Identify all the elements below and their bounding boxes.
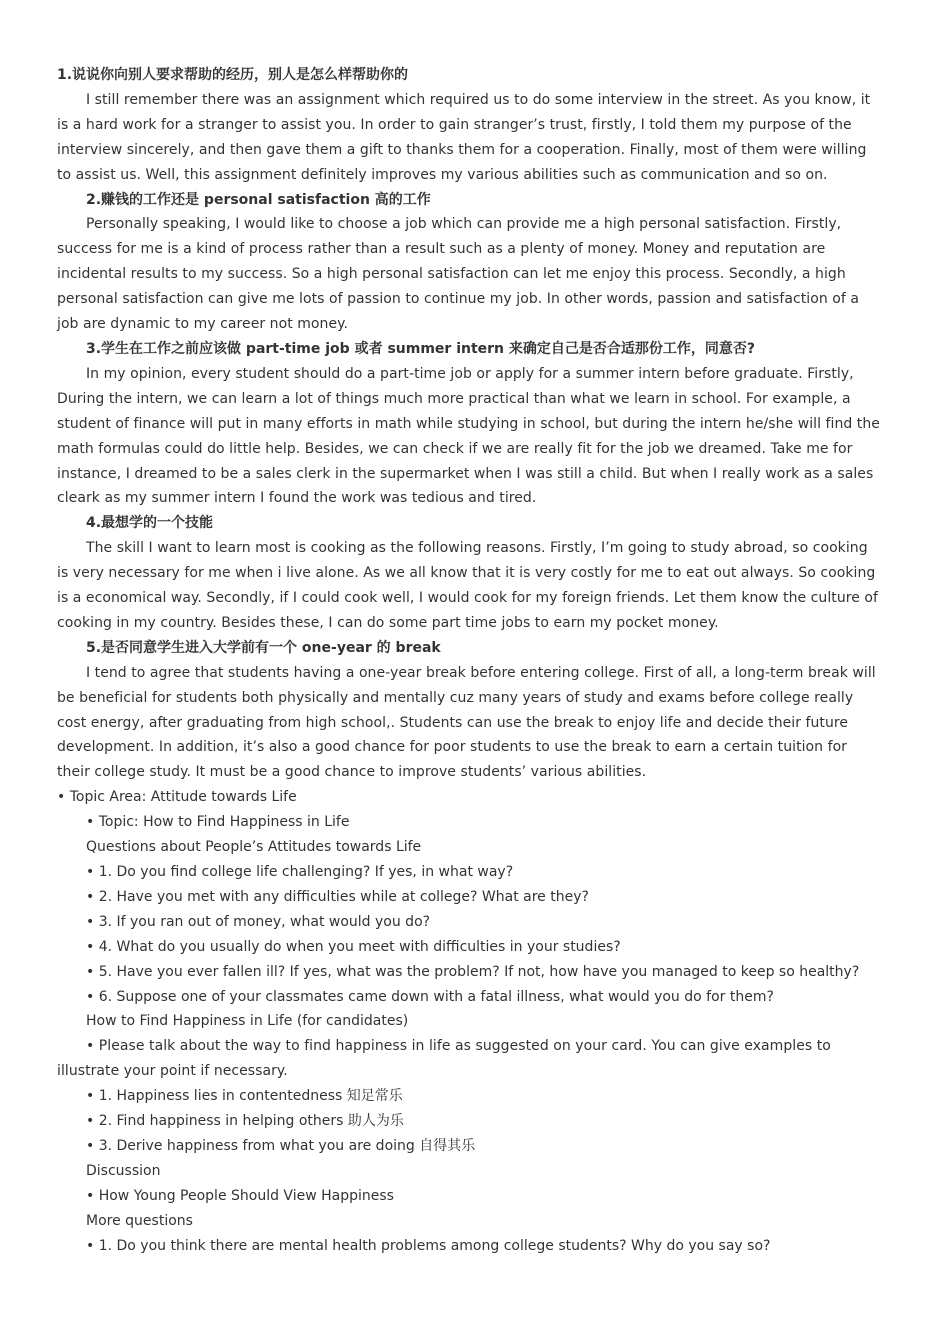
- question-item: • 1. Do you find college life challenging? If yes, in what way?: [86, 864, 514, 880]
- document-page: [57, 63, 883, 1259]
- topic-title: • Topic: How to Find Happiness in Life: [86, 814, 350, 831]
- more-question-item: • 1. Do you think there are mental health problems among college students? Why do you say so?: [86, 1237, 771, 1254]
- question-3-answer: In my opinion, every student should do a part-time job or apply for a summer intern before graduate. Firstly, During the intern, we can learn a lot of things much more practical than what we learn in school. For example, a student of finance will put in many efforts in math while studying in school, but during the intern he/she will find the math formulas could do little help. Besides, we can check if we are really fit for the job we dreamed. Take me for instance, I dreamed to be a sales clerk in the supermarket when I was still a child. But when I really work as a sales cleark as my summer intern I found the work was tedious and tired.: [57, 365, 880, 507]
- question-5-answer: I tend to agree that students having a one-year break before entering college. First of all, a long-term break will be beneficial for students both physically and mentally cuz many years of study and exams before college really cost energy, after graduating from high school,. Students can use the break to enjoy life and decide their future development. In addition, it’s also a good chance for poor students to use the break to earn a certain tuition for their college study. It must be a good chance to improve students’ various abilities.: [57, 664, 876, 781]
- question-4-heading: 4.最想学的一个技能: [86, 515, 214, 532]
- discussion-title: Discussion: [86, 1162, 161, 1179]
- topic-area: • Topic Area: Attitude towards Life: [57, 789, 297, 806]
- candidates-title: How to Find Happiness in Life (for candidates): [86, 1013, 409, 1030]
- more-questions-title: More questions: [86, 1212, 193, 1229]
- question-item: • 3. If you ran out of money, what would you do?: [86, 913, 431, 930]
- question-item: • 2. Have you met with any difficulties while at college? What are they?: [86, 888, 589, 905]
- question-item: • 6. Suppose one of your classmates came down with a fatal illness, what would you do for them?: [86, 988, 774, 1005]
- question-1-heading: 1.说说你向别人要求帮助的经历，别人是怎么样帮助你的: [57, 67, 409, 83]
- happiness-point: • 1. Happiness lies in contentedness 知足常乐: [86, 1088, 403, 1105]
- question-1-answer: I still remember there was an assignment which required us to do some interview in the street. As you know, it is a hard work for a stranger to assist you. In order to gain stranger’s trust, firstly, I told them my purpose of the interview sincerely, and then gave them a gift to thanks them for a cooperation. Finally, most of them were willing to assist us. Well, this assignment definitely improves my various abilities such as communication and so on.: [57, 91, 871, 183]
- happiness-point: • 3. Derive happiness from what you are doing 自得其乐: [86, 1137, 476, 1154]
- candidates-prompt: • Please talk about the way to find happiness in life as suggested on your card. You can give examples to illustrate your point if necessary.: [57, 1038, 831, 1080]
- happiness-point: • 2. Find happiness in helping others 助人为乐: [86, 1113, 404, 1130]
- question-2-answer: Personally speaking, I would like to choose a job which can provide me a high personal satisfaction. Firstly, success for me is a kind of process rather than a result such as a plenty of money. Money and reputation are incidental results to my success. So a high personal satisfaction can let me enjoy this process. Secondly, a high personal satisfaction can give me lots of passion to continue my job. In other words, passion and satisfaction of a job are dynamic to my career not money.: [57, 216, 859, 333]
- question-item: • 4. What do you usually do when you meet with difficulties in your studies?: [86, 938, 621, 955]
- question-4-answer: The skill I want to learn most is cooking as the following reasons. Firstly, I’m going to study abroad, so cooking is very necessary for me when i live alone. As we all know that it is very costly for me to eat out always. So cooking is a economical way. Secondly, if I could cook well, I would cook for my foreign friends. Let them know the culture of cooking in my country. Besides these, I can do some part time jobs to earn my pocket money.: [57, 540, 878, 631]
- discussion-item: • How Young People Should View Happiness: [86, 1187, 394, 1204]
- question-3-heading: 3.学生在工作之前应该做 part-time job 或者 summer intern 来确定自己是否合适那份工作，同意否?: [86, 340, 756, 357]
- questions-title: Questions about People’s Attitudes towards Life: [86, 839, 422, 856]
- question-item: • 5. Have you ever fallen ill? If yes, what was the problem? If not, how have you managed to keep so healthy?: [86, 963, 860, 980]
- question-2-heading: 2.赚钱的工作还是 personal satisfaction 高的工作: [86, 191, 431, 208]
- question-5-heading: 5.是否同意学生进入大学前有一个 one-year 的 break: [86, 639, 441, 656]
